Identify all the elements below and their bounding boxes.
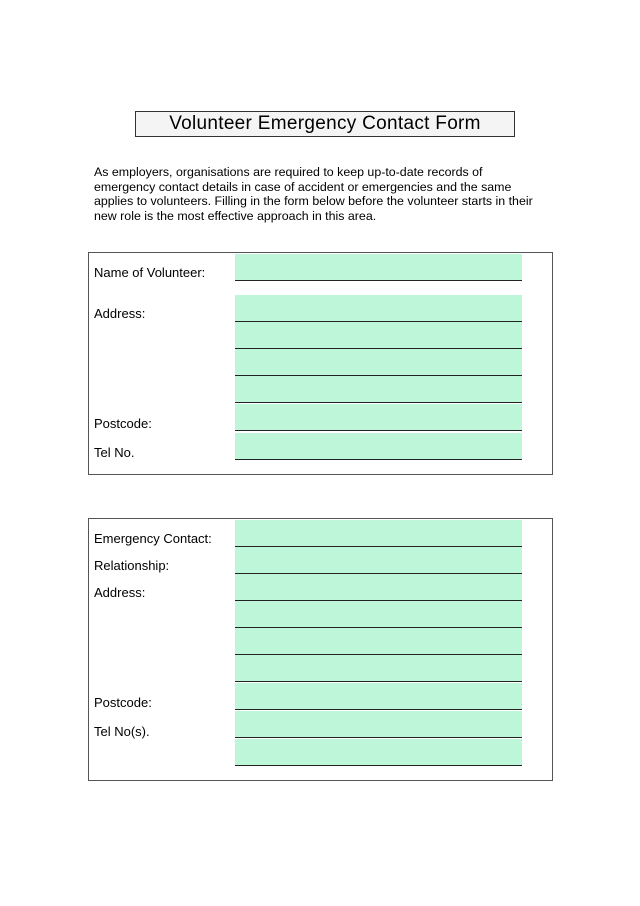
emergency-address-label: Address:: [94, 585, 146, 600]
emergency-tel-nos-label: Tel No(s).: [94, 724, 150, 739]
emergency-contact-label: Emergency Contact:: [94, 531, 212, 546]
emergency-postcode-field[interactable]: [235, 683, 522, 710]
relationship-label: Relationship:: [94, 558, 170, 573]
emergency-address-line-1-field[interactable]: [235, 574, 522, 601]
emergency-address-line-2-field[interactable]: [235, 601, 522, 628]
emergency-address-line-3-field[interactable]: [235, 628, 522, 655]
postcode-label: Postcode:: [94, 416, 152, 431]
name-of-volunteer-field[interactable]: [235, 254, 522, 281]
address-line-3-field[interactable]: [235, 349, 522, 376]
form-title-text: Volunteer Emergency Contact Form: [169, 113, 481, 134]
intro-line: new role is the most effective approach in this area.: [94, 208, 377, 223]
emergency-address-line-4-field[interactable]: [235, 655, 522, 682]
address-line-4-field[interactable]: [235, 376, 522, 403]
intro-line: applies to volunteers. Filling in the form below before the volunteer starts in their: [94, 194, 533, 209]
volunteer-details-panel: [88, 252, 553, 475]
name-of-volunteer-label: Name of Volunteer:: [94, 265, 206, 280]
emergency-contact-panel: [88, 518, 553, 781]
emergency-tel-no-1-field[interactable]: [235, 711, 522, 738]
tel-no-field[interactable]: [235, 433, 522, 460]
tel-no-label: Tel No.: [94, 445, 135, 460]
form-title: [135, 111, 515, 137]
intro-paragraph: [94, 165, 554, 223]
emergency-contact-field[interactable]: [235, 520, 522, 547]
postcode-field[interactable]: [235, 404, 522, 431]
emergency-tel-no-2-field[interactable]: [235, 739, 522, 766]
address-label: Address:: [94, 306, 146, 321]
intro-line: As employers, organisations are required to keep up-to-date records of: [94, 165, 483, 179]
relationship-field[interactable]: [235, 547, 522, 574]
address-line-2-field[interactable]: [235, 322, 522, 349]
address-line-1-field[interactable]: [235, 295, 522, 322]
intro-line: emergency contact details in case of accident or emergencies and the same: [94, 179, 512, 194]
emergency-postcode-label: Postcode:: [94, 695, 152, 710]
